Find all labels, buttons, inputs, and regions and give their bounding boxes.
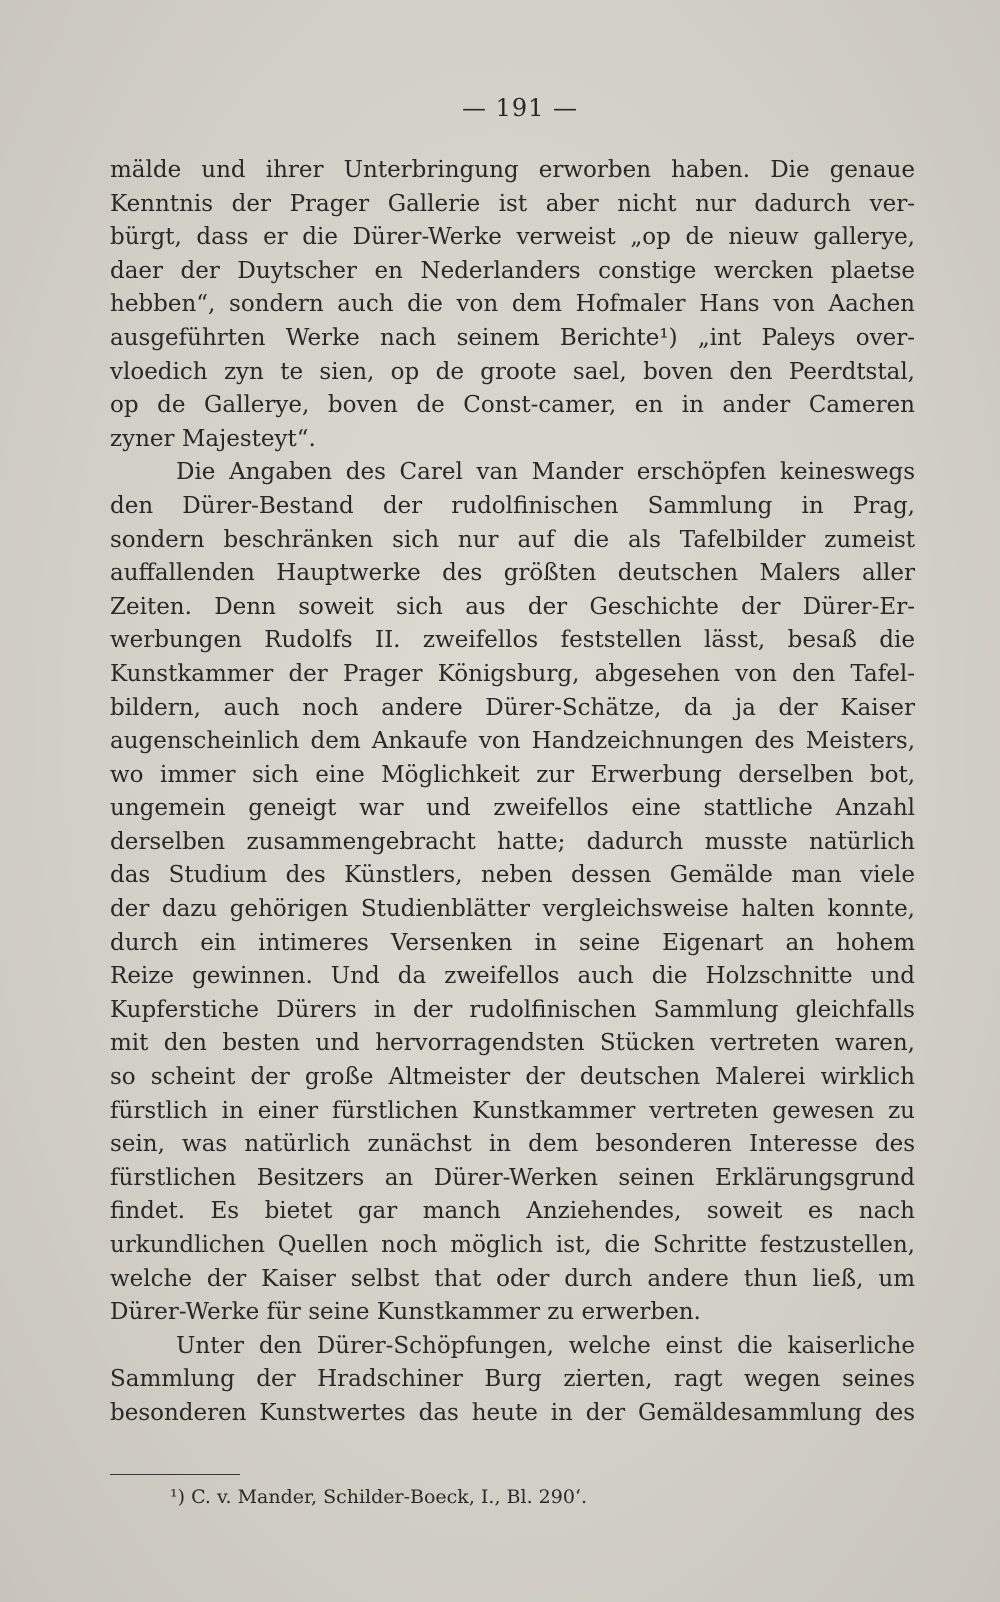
text-line: sondern beschränken sich nur auf die als Tafelbilder zumeist [110, 526, 915, 553]
text-line: auffallenden Hauptwerke des größten deutschen Malers aller [110, 560, 915, 587]
text-line: fürstlichen Besitzers an Dürer-Werken seinen Erklärungsgrund [110, 1164, 915, 1191]
text-line: das Studium des Künstlers, neben dessen Gemälde man viele [110, 862, 915, 889]
text-line: Kenntnis der Prager Gallerie ist aber nicht nur dadurch ver- [110, 190, 915, 217]
text-line: hebben“, sondern auch die von dem Hofmaler Hans von Aachen [110, 291, 915, 318]
text-line: werbungen Rudolfs II. zweifellos feststellen lässt, besaß die [110, 627, 915, 654]
text-line: bürgt, dass er die Dürer-Werke verweist „op de nieuw gallerye, [110, 224, 915, 251]
text-line: so scheint der große Altmeister der deutschen Malerei wirklich [110, 1064, 915, 1091]
text-line: ungemein geneigt war und zweifellos eine stattliche Anzahl [110, 795, 915, 822]
text-line: durch ein intimeres Versenken in seine Eigenart an hohem [110, 929, 915, 956]
text-line: besonderen Kunstwertes das heute in der Gemäldesammlung des [110, 1399, 915, 1426]
text-line: Zeiten. Denn soweit sich aus der Geschichte der Dürer-Er- [110, 593, 915, 620]
text-line: der dazu gehörigen Studienblätter vergleichsweise halten konnte, [110, 896, 915, 923]
paragraph-start-line: Die Angaben des Carel van Mander erschöpfen keineswegs [176, 459, 915, 486]
text-line: Kupferstiche Dürers in der rudolfinischen Sammlung gleichfalls [110, 996, 915, 1023]
footnote: ¹) C. v. Mander, Schilder-Boeck, I., Bl. 290ʻ. [170, 1486, 587, 1508]
body-text [110, 154, 915, 1431]
text-line: sein, was natürlich zunächst in dem besonderen Interesse des [110, 1131, 915, 1158]
text-line: zyner Majesteyt“. [110, 425, 316, 452]
text-line: vloedich zyn te sien, op de groote sael, boven den Peerdtstal, [110, 358, 915, 385]
footnote-divider [110, 1474, 240, 1475]
text-line: findet. Es bietet gar manch Anziehendes, soweit es nach [110, 1198, 915, 1225]
text-line: augenscheinlich dem Ankaufe von Handzeichnungen des Meisters, [110, 728, 915, 755]
text-line: Sammlung der Hradschiner Burg zierten, ragt wegen seines [110, 1366, 915, 1393]
text-line: den Dürer-Bestand der rudolfinischen Sammlung in Prag, [110, 492, 915, 519]
text-line: mälde und ihrer Unterbringung erworben haben. Die genaue [110, 157, 915, 183]
text-line: welche der Kaiser selbst that oder durch andere thun ließ, um [110, 1265, 915, 1292]
text-line: bildern, auch noch andere Dürer-Schätze, da ja der Kaiser [110, 694, 915, 721]
text-line: fürstlich in einer fürstlichen Kunstkammer vertreten gewesen zu [110, 1097, 915, 1124]
page-number: — 191 — [461, 94, 579, 122]
text-line: ausgeführten Werke nach seinem Berichte¹) „int Paleys over- [110, 324, 915, 351]
text-line: wo immer sich eine Möglichkeit zur Erwerbung derselben bot, [110, 761, 915, 788]
text-line: urkundlichen Quellen noch möglich ist, die Schritte festzustellen, [110, 1232, 915, 1258]
paragraph-start-line: Unter den Dürer-Schöpfungen, welche einst die kaiserliche [176, 1332, 915, 1359]
text-line: op de Gallerye, boven de Const-camer, en in ander Cameren [110, 392, 915, 419]
text-line: Reize gewinnen. Und da zweifellos auch die Holzschnitte und [110, 963, 915, 990]
text-line: Kunstkammer der Prager Königsburg, abgesehen von den Tafel- [110, 660, 915, 687]
text-line: derselben zusammengebracht hatte; dadurch musste natürlich [110, 828, 915, 855]
text-line: Dürer-Werke für seine Kunstkammer zu erwerben. [110, 1299, 701, 1326]
text-line: daer der Duytscher en Nederlanders constige wercken plaetse [110, 257, 915, 284]
text-line: mit den besten und hervorragendsten Stücken vertreten waren, [110, 1030, 915, 1057]
